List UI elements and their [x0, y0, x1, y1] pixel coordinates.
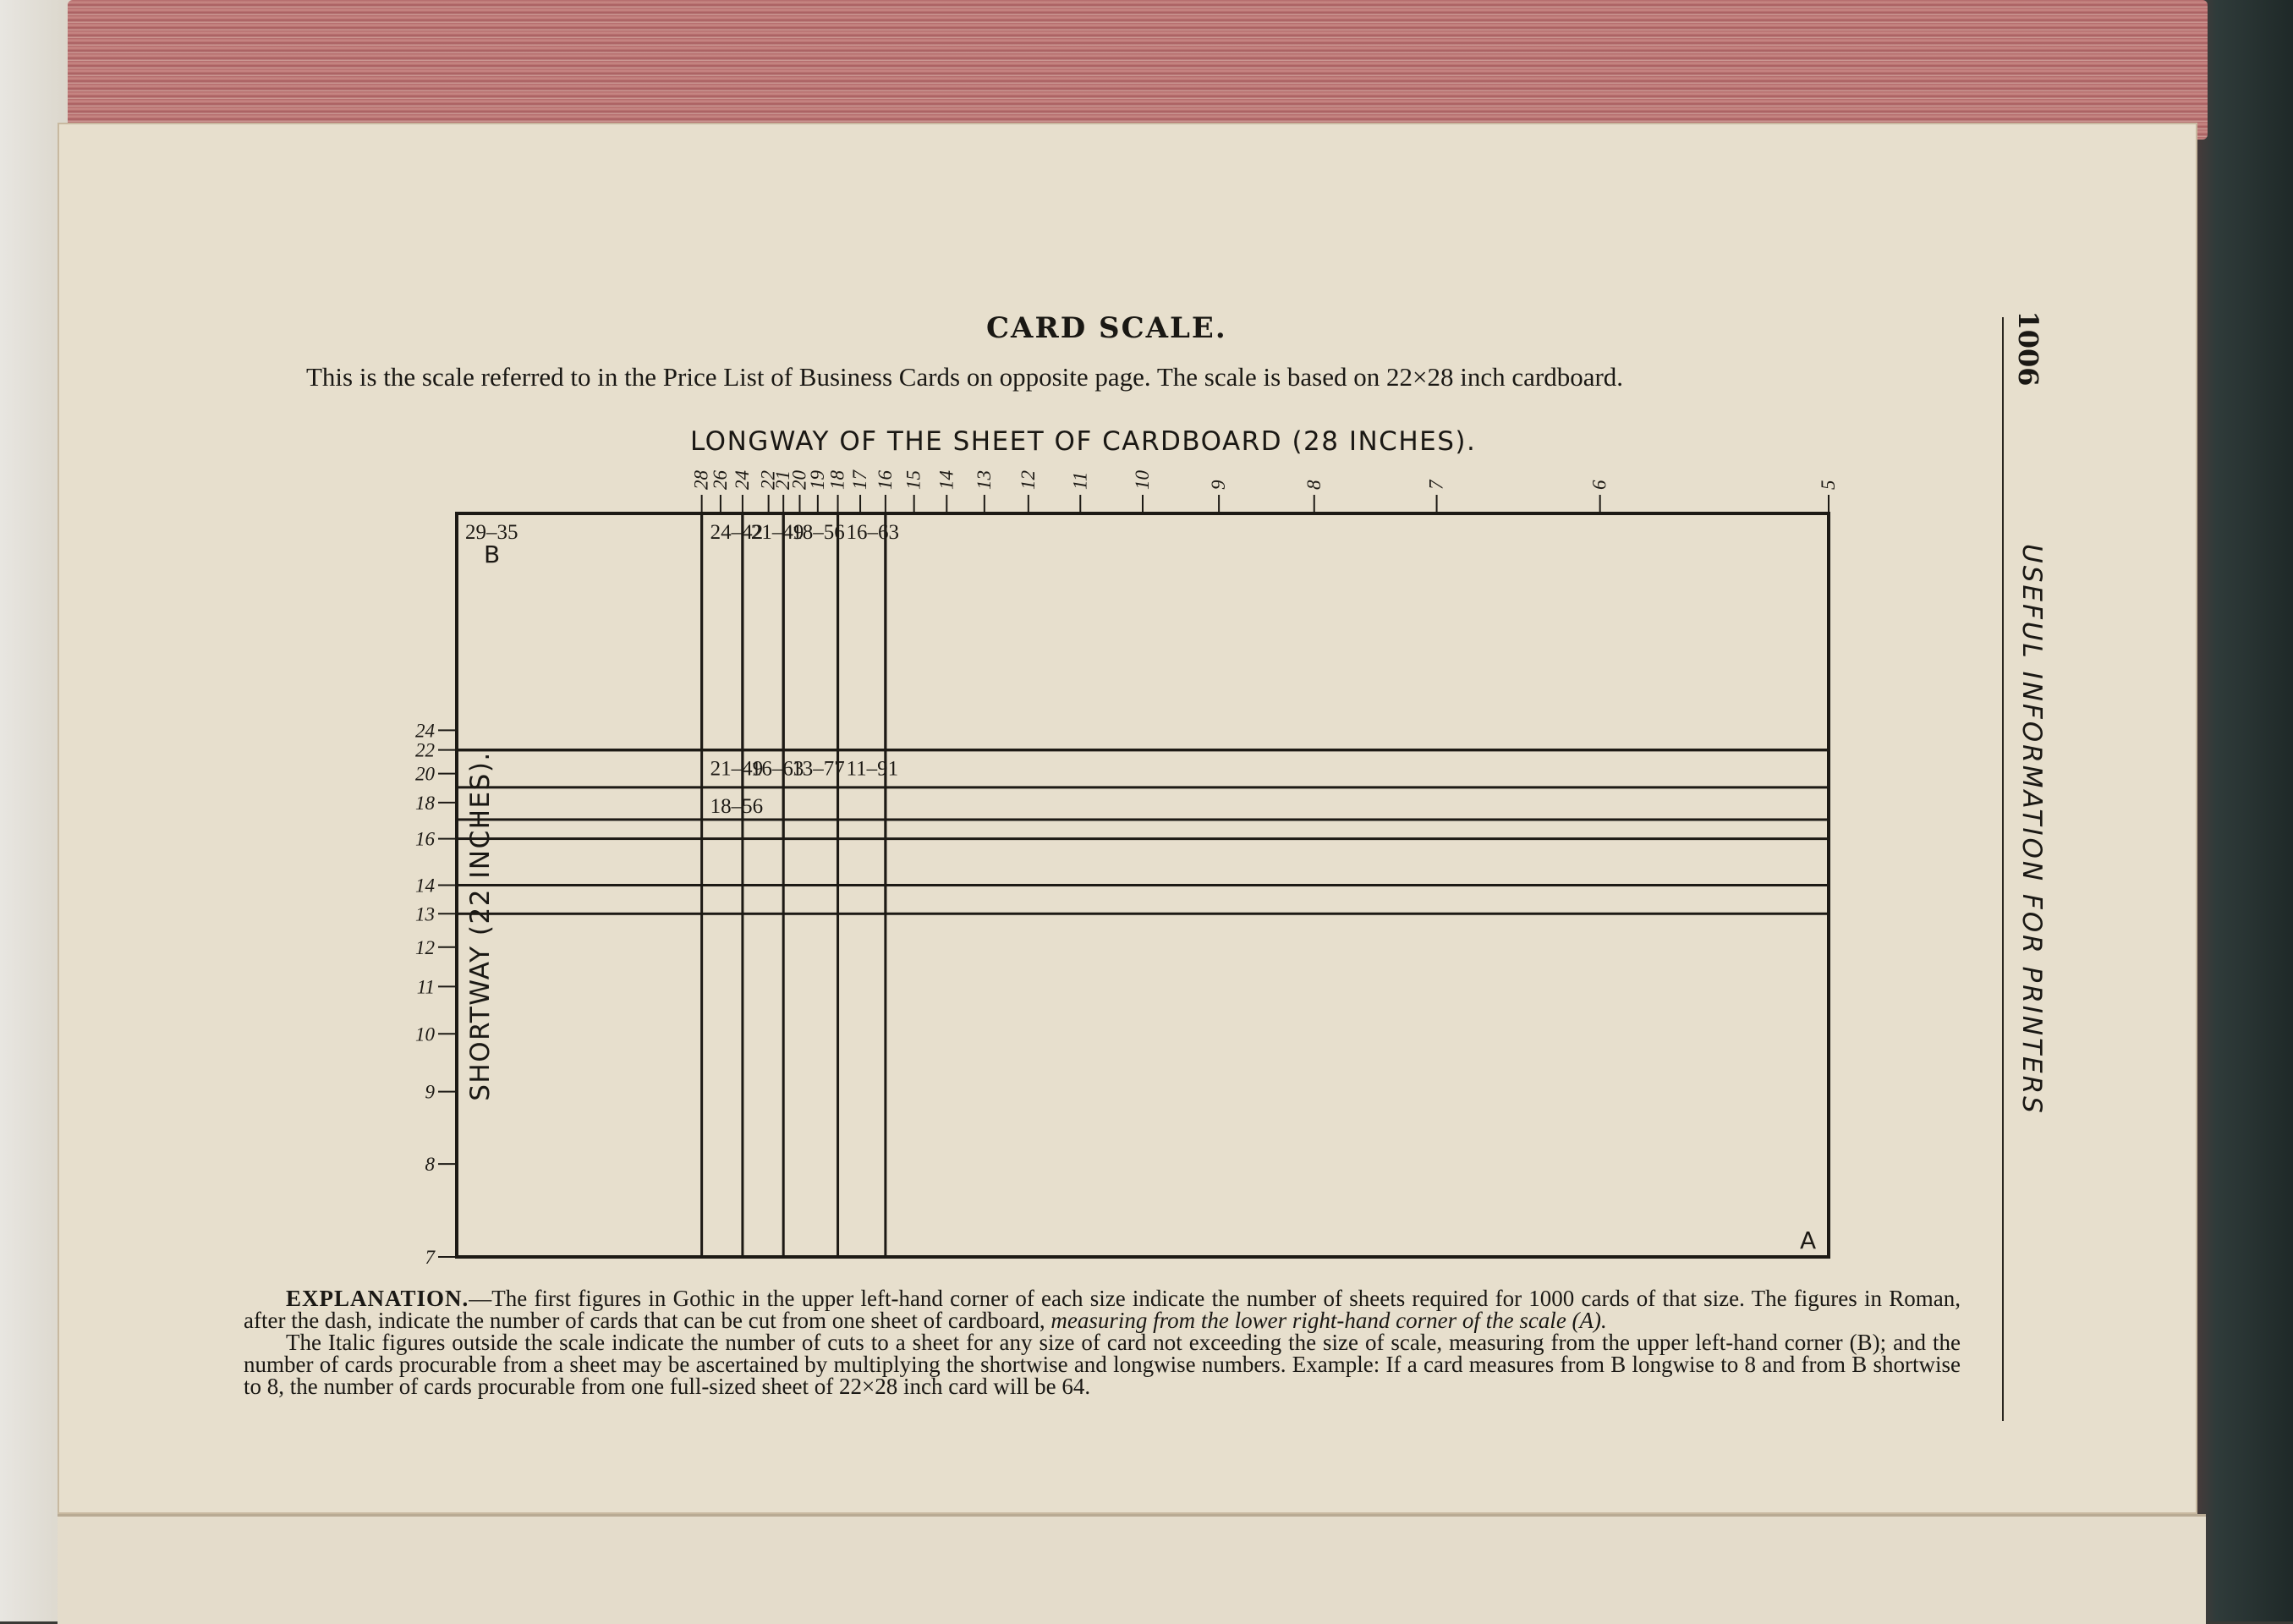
size-label: 11–91	[846, 757, 899, 781]
y-tick-label: 24	[415, 720, 435, 742]
running-head: USEFUL INFORMATION FOR PRINTERS	[2016, 544, 2047, 1116]
x-tick-label: 20	[788, 470, 810, 490]
explanation-text-1: —The first figures in Gothic in the upper left-hand corner of each size indicate the number of sheets required for 1000 cards of that size. The figures in Roman, after the dash, indicate the number of cards that can be cut from one sheet of cardboard,	[244, 1286, 1961, 1333]
size-label: 24–42	[710, 521, 764, 544]
x-tick-label: 11	[1069, 471, 1091, 490]
x-tick-label: 17	[849, 470, 871, 490]
size-box	[457, 513, 886, 750]
size-label: 18–56	[792, 521, 845, 544]
size-label: 16–63	[846, 521, 900, 544]
y-tick-label: 12	[415, 936, 435, 958]
x-axis-label: LONGWAY OF THE SHEET OF CARDBOARD (28 INCHES).	[690, 426, 1477, 457]
y-tick-label: 10	[415, 1023, 435, 1045]
y-tick-label: 9	[425, 1081, 435, 1103]
size-label: 13–77	[792, 757, 845, 781]
y-tick-label: 14	[415, 875, 435, 897]
explanation	[244, 1287, 1961, 1397]
size-box	[457, 513, 783, 750]
y-tick-label: 16	[415, 828, 435, 850]
x-tick-label: 5	[1818, 480, 1839, 490]
size-label: 29–35	[465, 521, 518, 544]
size-label: 21–49	[710, 757, 764, 781]
page-title: CARD SCALE.	[986, 311, 1227, 345]
explanation-paragraph-2: The Italic figures outside the scale indicate the number of cuts to a sheet for any size of card not exceeding the size of scale, measuring from the upper left-hand corner (B); and the number of cards procurable from a sheet may be ascertained by multiplying the shortwise and longwise numbers. Example: If a card measures from B longwise to 8 and from B shortwise to 8, the number of cards procurable from one full-sized sheet of 22×28 inch card will be 64.	[244, 1330, 1961, 1399]
x-tick-label: 10	[1132, 470, 1153, 490]
explanation-emphasis: measuring from the lower right-hand corner of the scale (A).	[1051, 1308, 1607, 1333]
x-tick-label: 21	[772, 470, 794, 490]
x-tick-label: 16	[874, 470, 896, 490]
y-tick-label: 18	[415, 792, 435, 814]
page-subtitle: This is the scale referred to in the Price List of Business Cards on opposite page. The scale is based on 22×28 inch cardboard.	[306, 362, 1624, 392]
x-tick-label: 15	[902, 470, 924, 490]
y-tick-label: 20	[415, 763, 435, 785]
size-label: 21–49	[750, 521, 804, 544]
y-tick-label: 8	[425, 1154, 435, 1176]
page-number: 1006	[2012, 310, 2044, 387]
corner-label-b: B	[484, 540, 501, 568]
explanation-paragraph-1	[244, 1287, 1961, 1331]
y-tick-label: 11	[416, 976, 435, 998]
x-tick-label: 24	[731, 470, 753, 490]
x-tick-label: 19	[806, 470, 828, 490]
x-tick-label: 26	[709, 470, 731, 490]
explanation-lead: EXPLANATION.	[286, 1286, 469, 1311]
y-tick-label: 13	[415, 903, 435, 925]
x-tick-label: 9	[1208, 480, 1230, 490]
size-box	[457, 513, 783, 839]
x-tick-label: 6	[1588, 480, 1610, 490]
x-tick-label: 18	[826, 470, 848, 490]
x-tick-label: 22	[757, 470, 779, 490]
y-tick-label: 7	[425, 1247, 435, 1268]
y-tick-label: 22	[415, 739, 435, 761]
x-tick-label: 28	[690, 470, 712, 490]
x-tick-label: 8	[1303, 480, 1325, 490]
size-box	[457, 513, 838, 750]
y-axis-label: SHORTWAY (22 INCHES).	[465, 751, 496, 1101]
size-box	[457, 513, 886, 914]
x-tick-label: 13	[973, 470, 995, 490]
x-tick-label: 14	[935, 470, 957, 490]
size-box	[457, 513, 838, 886]
x-tick-label: 7	[1425, 480, 1447, 490]
x-tick-label: 12	[1017, 470, 1039, 490]
size-label: 18–56	[710, 794, 764, 818]
corner-label-a: A	[1800, 1226, 1817, 1254]
size-label: 16–63	[750, 757, 804, 781]
